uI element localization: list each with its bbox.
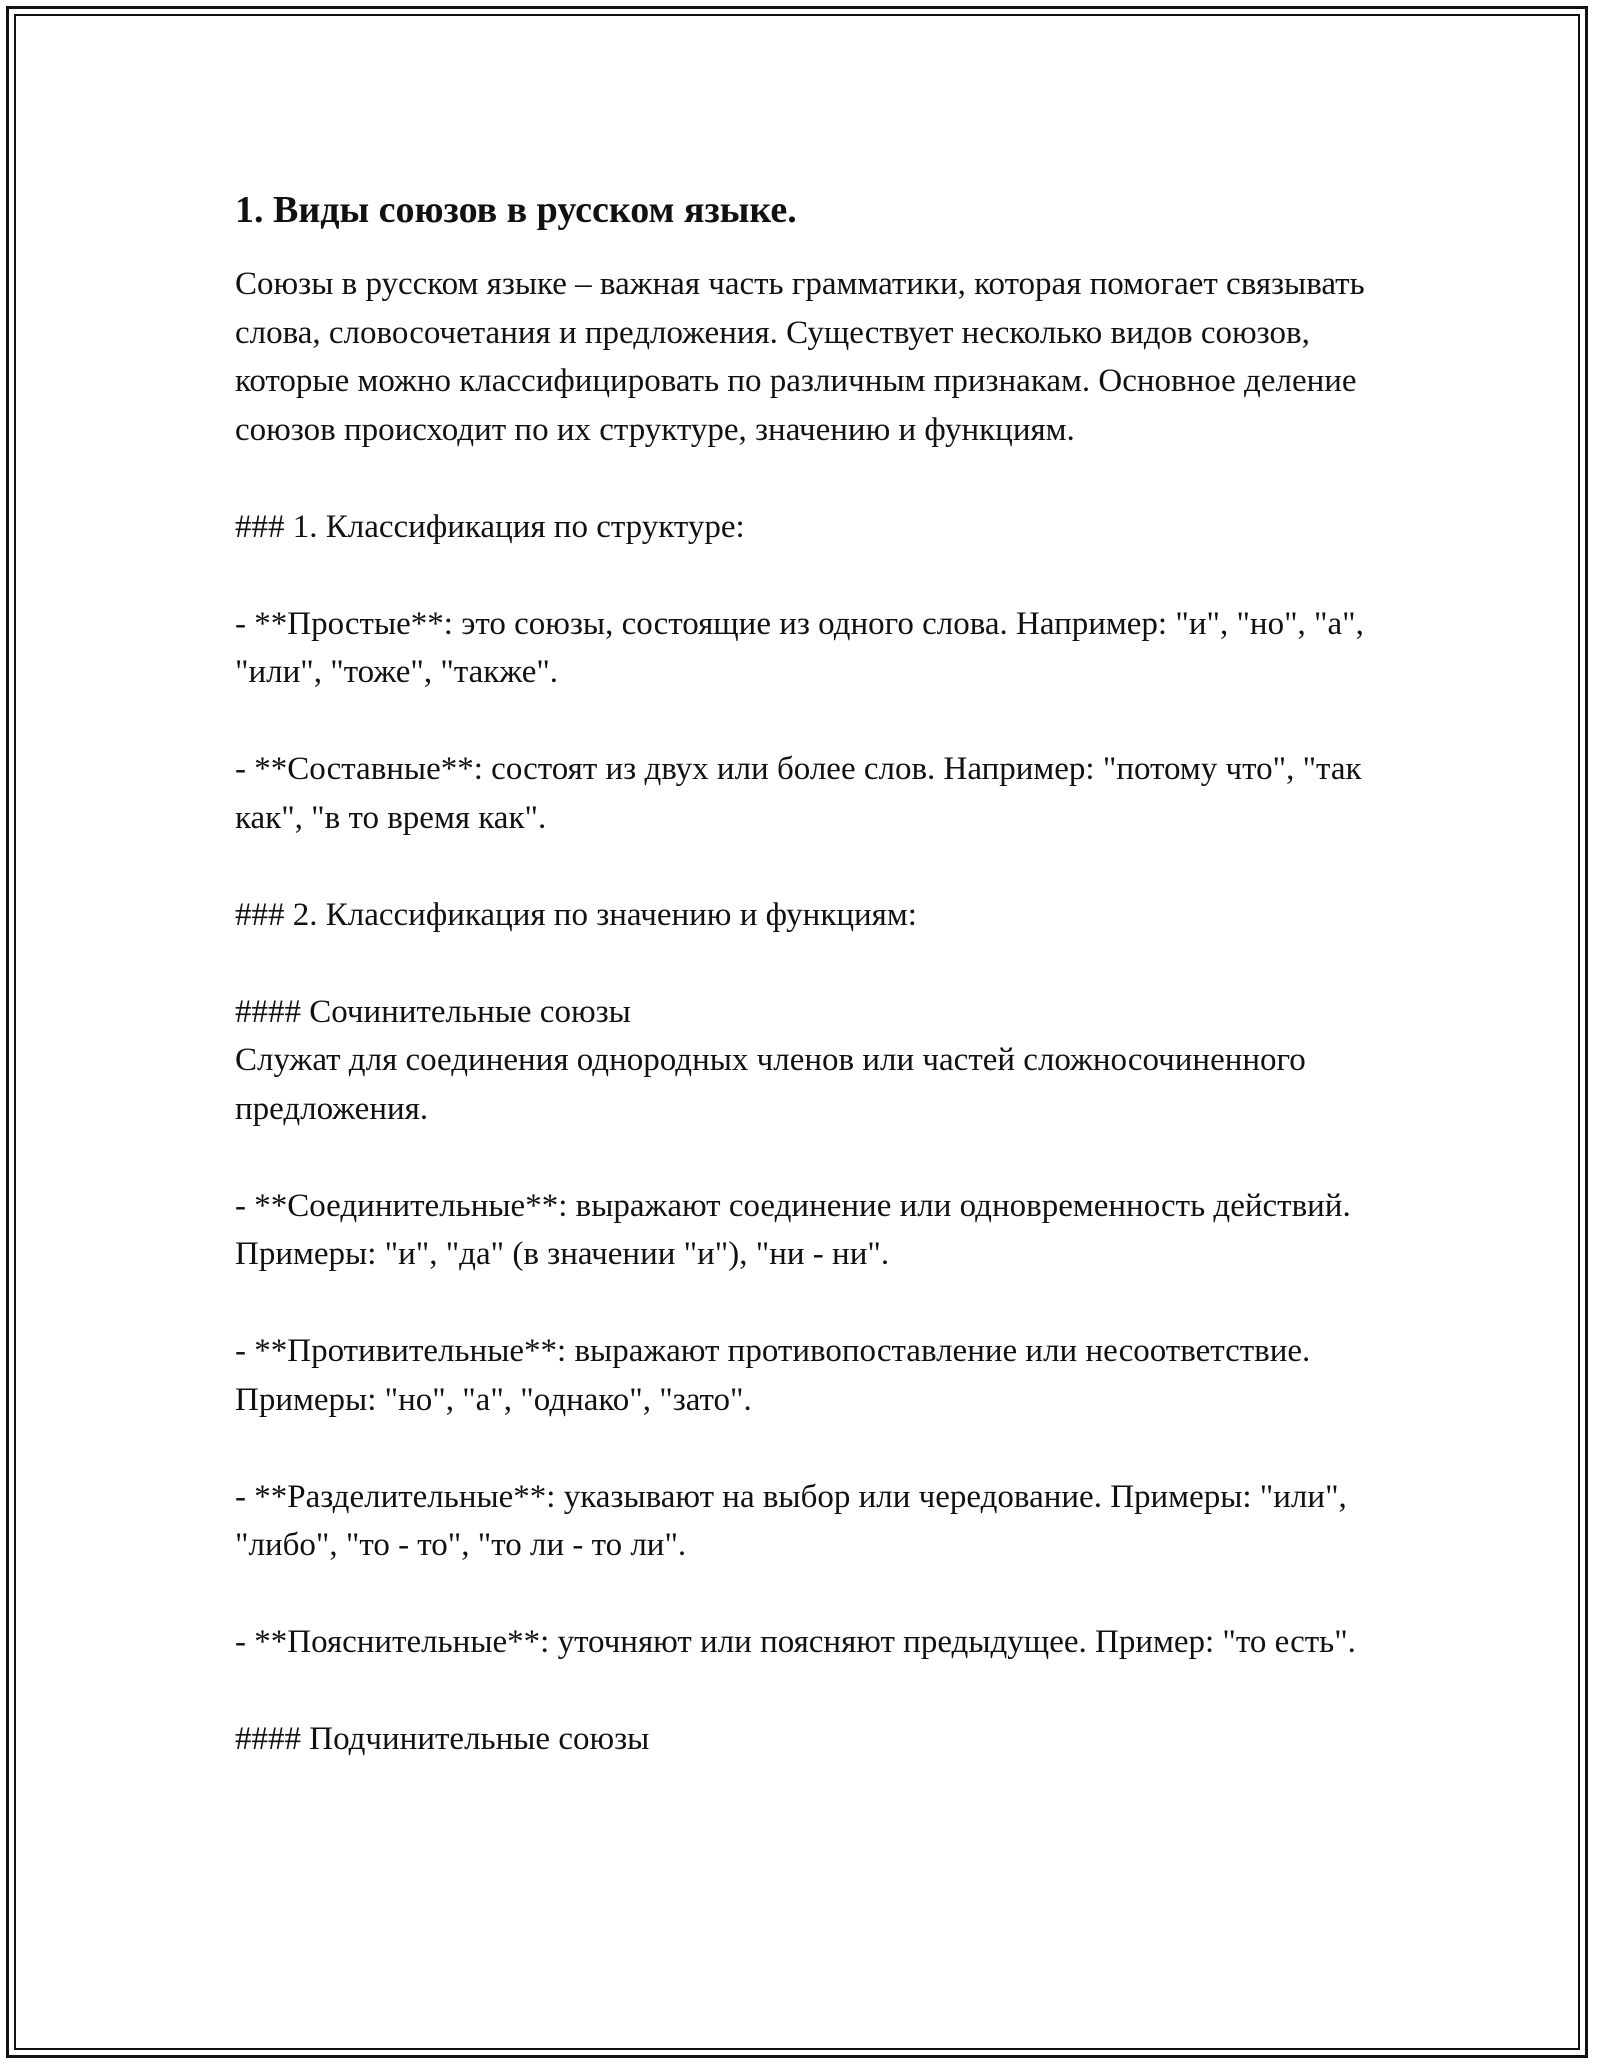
paragraph-gap — [235, 454, 1375, 503]
paragraph-gap — [235, 551, 1375, 600]
intro-paragraph: Союзы в русском языке – важная часть грамматики, которая помогает связывать слова, словосочетания и предложения. Существует несколько видов союзов, которые можно классифицировать по различным признакам. Основное деление союзов происходит по их структуре, значению и функциям. — [235, 266, 1373, 448]
heading-meaning-classification: ### 2. Классификация по значению и функциям: — [235, 896, 917, 933]
list-item-compound: - **Составные**: состоят из двух или более слов. Например: "потому что", "так как", "в то время как". — [235, 751, 1370, 836]
subheading-coordinating: #### Сочинительные союзы Служат для соединения однородных членов или частей сложносочиненного предложения. — [235, 993, 1306, 1127]
document-body — [235, 186, 1375, 1764]
heading-structure-classification: ### 1. Классификация по структуре: — [235, 508, 745, 545]
paragraph-gap — [235, 697, 1375, 746]
paragraph-gap — [235, 842, 1375, 891]
list-item-connective: - **Соединительные**: выражают соединение или одновременность действий. Примеры: "и", "да" (в значении "и"), "ни - ни". — [235, 1187, 1359, 1272]
paragraph-gap — [235, 939, 1375, 988]
list-item-explanatory: - **Пояснительные**: уточняют или поясняют предыдущее. Пример: "то есть". — [235, 1624, 1356, 1660]
list-item-adversative: - **Противительные**: выражают противопоставление или несоответствие. Примеры: "но", "а", "однако", "зато". — [235, 1333, 1319, 1418]
paragraph-gap — [235, 1424, 1375, 1473]
list-item-simple: - **Простые**: это союзы, состоящие из одного слова. Например: "и", "но", "а", "или", "тоже", "также". — [235, 605, 1373, 690]
paragraph-gap — [235, 1570, 1375, 1619]
document-title: 1. Виды союзов в русском языке. — [235, 189, 797, 231]
list-item-disjunctive: - **Разделительные**: указывают на выбор или чередование. Примеры: "или", "либо", "то - то", "то ли - то ли". — [235, 1478, 1356, 1563]
paragraph-gap — [235, 1279, 1375, 1328]
paragraph-gap — [235, 1667, 1375, 1716]
paragraph-gap — [235, 1133, 1375, 1182]
subheading-subordinating: #### Подчинительные союзы — [235, 1721, 650, 1757]
